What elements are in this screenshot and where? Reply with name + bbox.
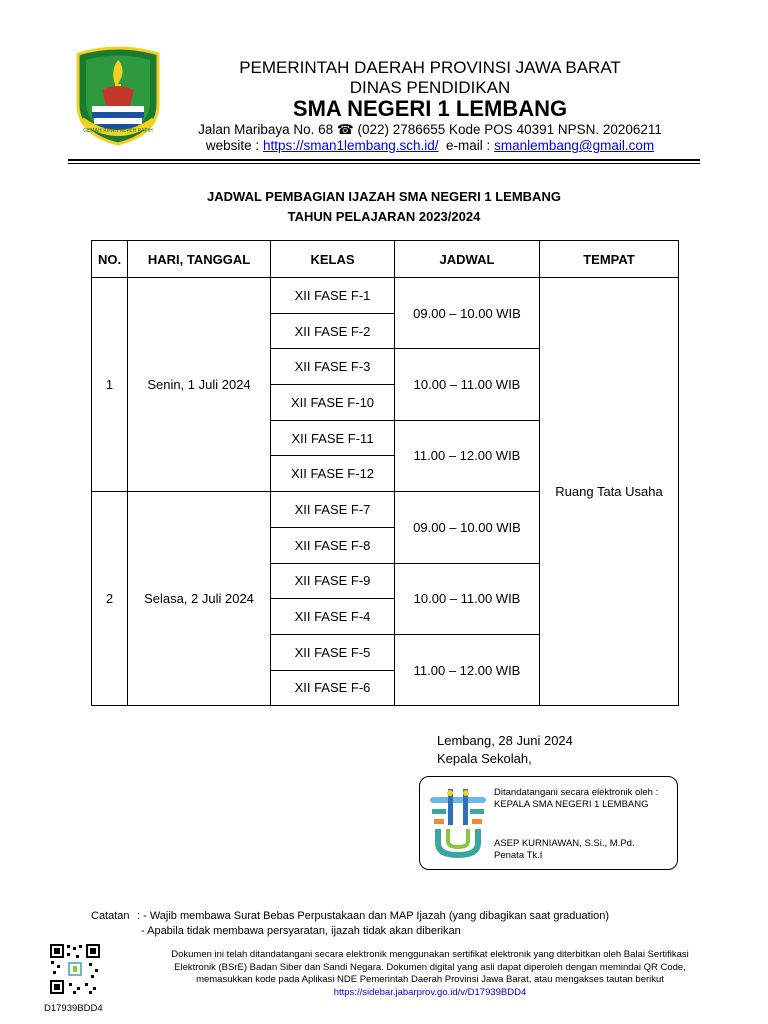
class-cell: XII FASE F-6 — [271, 670, 395, 706]
verification-link[interactable]: https://sidebar.jabarprov.go.id/v/D17939BDD4 — [333, 986, 527, 998]
class-cell: XII FASE F-11 — [271, 420, 395, 456]
letterhead — [0, 0, 768, 170]
class-cell: XII FASE F-10 — [271, 385, 395, 421]
table-header-row — [92, 241, 679, 278]
table-row — [92, 278, 679, 314]
department-name: DINAS PENDIDIKAN — [349, 78, 511, 97]
note-item: : - Wajib membawa Surat Bebas Perpustakaan dan MAP Ijazah (yang dibagikan saat graduation) — [137, 910, 610, 922]
signature-city-date: Lembang, 28 Juni 2024 — [437, 733, 573, 748]
notes-label: Catatan — [91, 910, 130, 922]
qr-document-code: D17939BDD4 — [44, 1003, 103, 1014]
time-slot-cell: 09.00 – 10.00 WIB — [395, 492, 540, 563]
disclaimer-line: memasukkan kode pada Aplikasi NDE Pemerintah Daerah Provinsi Jawa Barat, atau mengakses tautan berikut — [196, 974, 664, 985]
header-divider-thin — [68, 163, 700, 164]
class-cell: XII FASE F-12 — [271, 456, 395, 492]
header-class: KELAS — [271, 241, 395, 278]
contact-line — [190, 138, 670, 153]
website-link[interactable]: https://sman1lembang.sch.id/ — [262, 138, 439, 153]
row-number: 2 — [92, 492, 128, 706]
time-slot-cell: 09.00 – 10.00 WIB — [395, 278, 540, 349]
disclaimer-line: Dokumen ini telah ditandatangani secara elektronik menggunakan sertifikat elektronik yang diterbitkan oleh Balai Sertifikasi — [171, 949, 689, 960]
schedule-table — [91, 240, 679, 706]
government-name: PEMERINTAH DAERAH PROVINSI JAWA BARAT — [239, 58, 621, 77]
header-no: NO. — [92, 241, 128, 278]
time-slot-cell: 11.00 – 12.00 WIB — [395, 634, 540, 705]
bsre-signature-logo-icon — [428, 789, 488, 859]
electronic-signature-box — [419, 776, 678, 870]
header-divider-thick — [68, 159, 700, 161]
header-date: HARI, TANGGAL — [128, 241, 271, 278]
class-cell: XII FASE F-7 — [271, 492, 395, 528]
notes-section — [91, 909, 609, 939]
class-cell: XII FASE F-3 — [271, 349, 395, 385]
signer-position: KEPALA SMA NEGERI 1 LEMBANG — [494, 799, 649, 810]
signature-title: Kepala Sekolah, — [437, 751, 532, 766]
note-item: - Apabila tidak membawa persyaratan, ijazah tidak akan diberikan — [141, 925, 461, 937]
signed-by-label: Ditandatangani secara elektronik oleh : — [494, 787, 659, 798]
class-cell: XII FASE F-4 — [271, 599, 395, 635]
logo-motto: GEMAH RIPAH REPEH RAPIH — [83, 128, 153, 134]
email-label: e-mail : — [446, 138, 491, 153]
row-date: Senin, 1 Juli 2024 — [128, 278, 271, 492]
school-name: SMA NEGERI 1 LEMBANG — [292, 96, 568, 121]
signer-name: ASEP KURNIAWAN, S.Si., M.Pd. — [494, 838, 635, 849]
class-cell: XII FASE F-9 — [271, 563, 395, 599]
place-cell: Ruang Tata Usaha — [540, 278, 679, 706]
disclaimer-line: Elektronik (BSrE) Badan Siber dan Sandi Negara. Dokumen digital yang asli dapat diperoleh dengan memindai QR Code, — [174, 961, 686, 973]
class-cell: XII FASE F-2 — [271, 313, 395, 349]
row-date: Selasa, 2 Juli 2024 — [128, 492, 271, 706]
time-slot-cell: 10.00 – 11.00 WIB — [395, 563, 540, 634]
header-schedule: JADWAL — [395, 241, 540, 278]
school-address: Jalan Maribaya No. 68 ☎ (022) 2786655 Kode POS 40391 NPSN. 20206211 — [198, 122, 662, 137]
signer-rank: Penata Tk.I — [494, 850, 543, 861]
time-slot-cell: 11.00 – 12.00 WIB — [395, 420, 540, 491]
document-subtitle: TAHUN PELAJARAN 2023/2024 — [287, 209, 481, 224]
class-cell: XII FASE F-1 — [271, 278, 395, 314]
time-slot-cell: 10.00 – 11.00 WIB — [395, 349, 540, 420]
website-label: website : — [205, 138, 260, 153]
document-title: JADWAL PEMBAGIAN IJAZAH SMA NEGERI 1 LEMBANG — [207, 189, 561, 204]
west-java-emblem-icon — [72, 46, 164, 146]
class-cell: XII FASE F-8 — [271, 527, 395, 563]
row-number: 1 — [92, 278, 128, 492]
header-place: TEMPAT — [540, 241, 679, 278]
qr-code-icon[interactable] — [49, 943, 101, 995]
email-link[interactable]: smanlembang@gmail.com — [494, 138, 655, 153]
e-signature-disclaimer — [130, 949, 730, 999]
class-cell: XII FASE F-5 — [271, 634, 395, 670]
